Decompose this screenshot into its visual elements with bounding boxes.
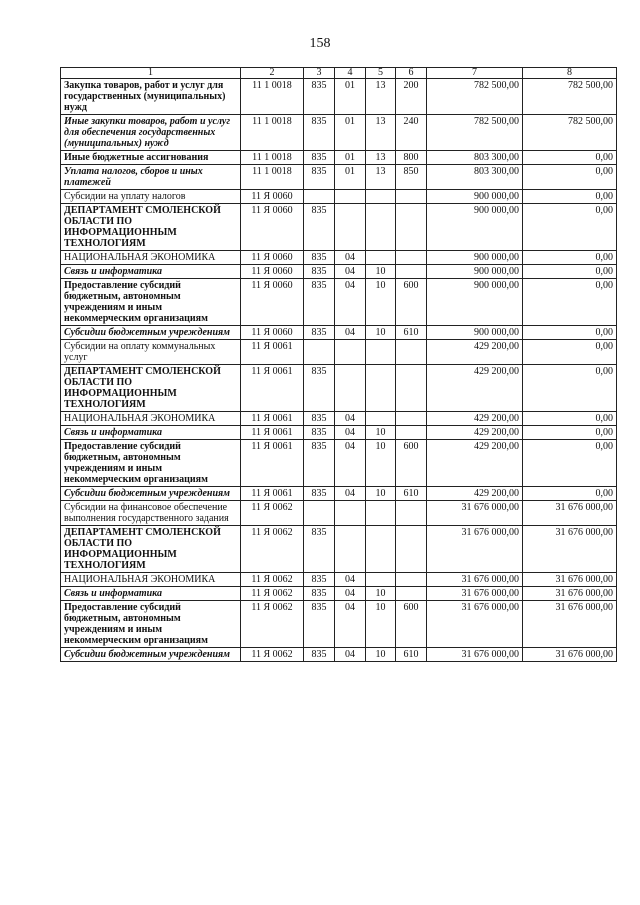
amount-2-cell: 0,00 — [523, 412, 617, 426]
target-article-cell: 11 Я 0061 — [241, 365, 304, 412]
expense-type-cell: 600 — [396, 440, 427, 487]
amount-1-cell: 900 000,00 — [427, 251, 523, 265]
column-header: 8 — [523, 68, 617, 79]
subsection-cell: 13 — [366, 79, 396, 115]
ministry-code-cell: 835 — [304, 487, 335, 501]
subsection-cell: 13 — [366, 165, 396, 190]
row-name-cell: Связь и информатика — [61, 587, 241, 601]
amount-2-cell: 0,00 — [523, 279, 617, 326]
expense-type-cell — [396, 573, 427, 587]
column-header: 2 — [241, 68, 304, 79]
amount-2-cell: 0,00 — [523, 340, 617, 365]
expense-type-cell: 200 — [396, 79, 427, 115]
subsection-cell: 10 — [366, 279, 396, 326]
column-header: 6 — [396, 68, 427, 79]
table-row — [61, 501, 617, 526]
target-article-cell: 11 Я 0061 — [241, 426, 304, 440]
section-cell: 04 — [335, 648, 366, 662]
expense-type-cell — [396, 190, 427, 204]
amount-1-cell: 900 000,00 — [427, 326, 523, 340]
section-cell — [335, 365, 366, 412]
subsection-cell — [366, 526, 396, 573]
ministry-code-cell: 835 — [304, 587, 335, 601]
expense-type-cell — [396, 204, 427, 251]
amount-1-cell: 782 500,00 — [427, 115, 523, 151]
row-name-cell: Предоставление субсидий бюджетным, автономным учреждениям и иным некоммерческим организациям — [61, 279, 241, 326]
amount-2-cell: 0,00 — [523, 204, 617, 251]
target-article-cell: 11 Я 0060 — [241, 251, 304, 265]
section-cell: 04 — [335, 251, 366, 265]
amount-2-cell: 0,00 — [523, 326, 617, 340]
table-row — [61, 190, 617, 204]
section-cell — [335, 204, 366, 251]
section-cell: 04 — [335, 279, 366, 326]
amount-1-cell: 429 200,00 — [427, 487, 523, 501]
subsection-cell — [366, 365, 396, 412]
row-name-cell: Субсидии бюджетным учреждениям — [61, 487, 241, 501]
amount-1-cell: 803 300,00 — [427, 151, 523, 165]
row-name-cell: НАЦИОНАЛЬНАЯ ЭКОНОМИКА — [61, 573, 241, 587]
row-name-cell: Субсидии бюджетным учреждениям — [61, 326, 241, 340]
expense-type-cell — [396, 412, 427, 426]
target-article-cell: 11 Я 0062 — [241, 587, 304, 601]
ministry-code-cell: 835 — [304, 251, 335, 265]
target-article-cell: 11 Я 0061 — [241, 440, 304, 487]
expense-type-cell: 600 — [396, 601, 427, 648]
row-name-cell: Связь и информатика — [61, 265, 241, 279]
subsection-cell — [366, 573, 396, 587]
ministry-code-cell — [304, 190, 335, 204]
ministry-code-cell: 835 — [304, 573, 335, 587]
table-row — [61, 587, 617, 601]
amount-1-cell: 429 200,00 — [427, 365, 523, 412]
column-header: 4 — [335, 68, 366, 79]
amount-2-cell: 782 500,00 — [523, 79, 617, 115]
amount-1-cell: 803 300,00 — [427, 165, 523, 190]
amount-2-cell: 0,00 — [523, 265, 617, 279]
target-article-cell: 11 Я 0060 — [241, 190, 304, 204]
amount-2-cell: 31 676 000,00 — [523, 648, 617, 662]
ministry-code-cell: 835 — [304, 648, 335, 662]
ministry-code-cell: 835 — [304, 440, 335, 487]
amount-1-cell: 429 200,00 — [427, 426, 523, 440]
row-name-cell: ДЕПАРТАМЕНТ СМОЛЕНСКОЙ ОБЛАСТИ ПО ИНФОРМАЦИОННЫМ ТЕХНОЛОГИЯМ — [61, 204, 241, 251]
row-name-cell: Субсидии на оплату коммунальных услуг — [61, 340, 241, 365]
subsection-cell — [366, 501, 396, 526]
target-article-cell: 11 Я 0062 — [241, 501, 304, 526]
target-article-cell: 11 Я 0061 — [241, 340, 304, 365]
ministry-code-cell: 835 — [304, 265, 335, 279]
row-name-cell: Иные бюджетные ассигнования — [61, 151, 241, 165]
table-row — [61, 279, 617, 326]
table-row — [61, 412, 617, 426]
section-cell — [335, 190, 366, 204]
amount-2-cell: 0,00 — [523, 165, 617, 190]
expense-type-cell — [396, 426, 427, 440]
target-article-cell: 11 Я 0060 — [241, 279, 304, 326]
expense-type-cell — [396, 526, 427, 573]
amount-1-cell: 900 000,00 — [427, 265, 523, 279]
row-name-cell: Субсидии на уплату налогов — [61, 190, 241, 204]
expense-type-cell: 240 — [396, 115, 427, 151]
table-row — [61, 648, 617, 662]
subsection-cell — [366, 251, 396, 265]
ministry-code-cell: 835 — [304, 279, 335, 326]
ministry-code-cell: 835 — [304, 115, 335, 151]
row-name-cell: НАЦИОНАЛЬНАЯ ЭКОНОМИКА — [61, 251, 241, 265]
amount-2-cell: 0,00 — [523, 426, 617, 440]
row-name-cell: Связь и информатика — [61, 426, 241, 440]
ministry-code-cell: 835 — [304, 165, 335, 190]
amount-2-cell: 31 676 000,00 — [523, 526, 617, 573]
table-row — [61, 601, 617, 648]
amount-2-cell: 0,00 — [523, 151, 617, 165]
amount-2-cell: 782 500,00 — [523, 115, 617, 151]
section-cell — [335, 501, 366, 526]
table-row — [61, 440, 617, 487]
amount-1-cell: 900 000,00 — [427, 190, 523, 204]
expense-type-cell — [396, 265, 427, 279]
row-name-cell: Предоставление субсидий бюджетным, автономным учреждениям и иным некоммерческим организациям — [61, 440, 241, 487]
amount-1-cell: 782 500,00 — [427, 79, 523, 115]
amount-2-cell: 0,00 — [523, 365, 617, 412]
target-article-cell: 11 Я 0060 — [241, 265, 304, 279]
section-cell: 01 — [335, 151, 366, 165]
header-row — [61, 68, 617, 79]
ministry-code-cell: 835 — [304, 426, 335, 440]
amount-1-cell: 900 000,00 — [427, 279, 523, 326]
column-header: 5 — [366, 68, 396, 79]
amount-1-cell: 31 676 000,00 — [427, 501, 523, 526]
ministry-code-cell: 835 — [304, 204, 335, 251]
column-header: 1 — [61, 68, 241, 79]
table-row — [61, 426, 617, 440]
section-cell: 04 — [335, 426, 366, 440]
ministry-code-cell: 835 — [304, 151, 335, 165]
table-row — [61, 251, 617, 265]
target-article-cell: 11 Я 0060 — [241, 204, 304, 251]
amount-1-cell: 31 676 000,00 — [427, 587, 523, 601]
section-cell — [335, 526, 366, 573]
row-name-cell: Закупка товаров, работ и услуг для государственных (муниципальных) нужд — [61, 79, 241, 115]
subsection-cell: 10 — [366, 487, 396, 501]
subsection-cell — [366, 204, 396, 251]
amount-1-cell: 31 676 000,00 — [427, 526, 523, 573]
amount-1-cell: 429 200,00 — [427, 340, 523, 365]
section-cell: 04 — [335, 265, 366, 279]
row-name-cell: Иные закупки товаров, работ и услуг для обеспечения государственных (муниципальных) нужд — [61, 115, 241, 151]
target-article-cell: 11 1 0018 — [241, 115, 304, 151]
expense-type-cell: 610 — [396, 326, 427, 340]
table-row — [61, 265, 617, 279]
subsection-cell: 10 — [366, 587, 396, 601]
amount-2-cell: 31 676 000,00 — [523, 601, 617, 648]
section-cell: 04 — [335, 601, 366, 648]
target-article-cell: 11 1 0018 — [241, 79, 304, 115]
row-name-cell: Субсидии бюджетным учреждениям — [61, 648, 241, 662]
table-row — [61, 365, 617, 412]
expense-type-cell — [396, 251, 427, 265]
table-row — [61, 165, 617, 190]
section-cell: 04 — [335, 440, 366, 487]
subsection-cell: 10 — [366, 648, 396, 662]
expense-type-cell: 610 — [396, 648, 427, 662]
target-article-cell: 11 Я 0062 — [241, 573, 304, 587]
amount-1-cell: 31 676 000,00 — [427, 601, 523, 648]
target-article-cell: 11 Я 0062 — [241, 601, 304, 648]
target-article-cell: 11 Я 0060 — [241, 326, 304, 340]
table-row — [61, 115, 617, 151]
table-row — [61, 326, 617, 340]
row-name-cell: ДЕПАРТАМЕНТ СМОЛЕНСКОЙ ОБЛАСТИ ПО ИНФОРМАЦИОННЫМ ТЕХНОЛОГИЯМ — [61, 365, 241, 412]
table-row — [61, 526, 617, 573]
target-article-cell: 11 Я 0062 — [241, 648, 304, 662]
amount-2-cell: 0,00 — [523, 190, 617, 204]
page-number: 158 — [309, 36, 331, 51]
subsection-cell: 13 — [366, 151, 396, 165]
row-name-cell: Уплата налогов, сборов и иных платежей — [61, 165, 241, 190]
expense-type-cell: 610 — [396, 487, 427, 501]
section-cell: 04 — [335, 326, 366, 340]
section-cell: 01 — [335, 115, 366, 151]
subsection-cell: 10 — [366, 440, 396, 487]
section-cell: 01 — [335, 165, 366, 190]
ministry-code-cell: 835 — [304, 412, 335, 426]
amount-1-cell: 429 200,00 — [427, 440, 523, 487]
expense-type-cell: 850 — [396, 165, 427, 190]
section-cell: 04 — [335, 412, 366, 426]
expense-type-cell — [396, 501, 427, 526]
target-article-cell: 11 Я 0061 — [241, 487, 304, 501]
ministry-code-cell — [304, 340, 335, 365]
subsection-cell — [366, 340, 396, 365]
ministry-code-cell: 835 — [304, 326, 335, 340]
row-name-cell: Предоставление субсидий бюджетным, автономным учреждениям и иным некоммерческим организациям — [61, 601, 241, 648]
target-article-cell: 11 Я 0062 — [241, 526, 304, 573]
expense-type-cell — [396, 340, 427, 365]
subsection-cell: 10 — [366, 426, 396, 440]
column-header: 3 — [304, 68, 335, 79]
subsection-cell — [366, 190, 396, 204]
expense-type-cell — [396, 365, 427, 412]
ministry-code-cell: 835 — [304, 365, 335, 412]
row-name-cell: Субсидии на финансовое обеспечение выполнения государственного задания — [61, 501, 241, 526]
ministry-code-cell: 835 — [304, 601, 335, 648]
target-article-cell: 11 Я 0061 — [241, 412, 304, 426]
table-row — [61, 79, 617, 115]
expense-type-cell: 600 — [396, 279, 427, 326]
target-article-cell: 11 1 0018 — [241, 151, 304, 165]
budget-table — [60, 67, 617, 662]
subsection-cell: 13 — [366, 115, 396, 151]
amount-2-cell: 31 676 000,00 — [523, 587, 617, 601]
table-row — [61, 573, 617, 587]
subsection-cell: 10 — [366, 326, 396, 340]
row-name-cell: ДЕПАРТАМЕНТ СМОЛЕНСКОЙ ОБЛАСТИ ПО ИНФОРМАЦИОННЫМ ТЕХНОЛОГИЯМ — [61, 526, 241, 573]
ministry-code-cell: 835 — [304, 526, 335, 573]
subsection-cell: 10 — [366, 265, 396, 279]
amount-1-cell: 31 676 000,00 — [427, 648, 523, 662]
amount-2-cell: 0,00 — [523, 251, 617, 265]
table-row — [61, 340, 617, 365]
table-row — [61, 487, 617, 501]
table-row — [61, 204, 617, 251]
expense-type-cell — [396, 587, 427, 601]
section-cell: 04 — [335, 487, 366, 501]
amount-1-cell: 31 676 000,00 — [427, 573, 523, 587]
amount-1-cell: 429 200,00 — [427, 412, 523, 426]
ministry-code-cell: 835 — [304, 79, 335, 115]
section-cell: 04 — [335, 587, 366, 601]
subsection-cell: 10 — [366, 601, 396, 648]
section-cell — [335, 340, 366, 365]
column-header: 7 — [427, 68, 523, 79]
ministry-code-cell — [304, 501, 335, 526]
amount-2-cell: 31 676 000,00 — [523, 501, 617, 526]
row-name-cell: НАЦИОНАЛЬНАЯ ЭКОНОМИКА — [61, 412, 241, 426]
target-article-cell: 11 1 0018 — [241, 165, 304, 190]
amount-2-cell: 0,00 — [523, 487, 617, 501]
amount-2-cell: 0,00 — [523, 440, 617, 487]
section-cell: 01 — [335, 79, 366, 115]
section-cell: 04 — [335, 573, 366, 587]
amount-1-cell: 900 000,00 — [427, 204, 523, 251]
table-row — [61, 151, 617, 165]
amount-2-cell: 31 676 000,00 — [523, 573, 617, 587]
expense-type-cell: 800 — [396, 151, 427, 165]
subsection-cell — [366, 412, 396, 426]
